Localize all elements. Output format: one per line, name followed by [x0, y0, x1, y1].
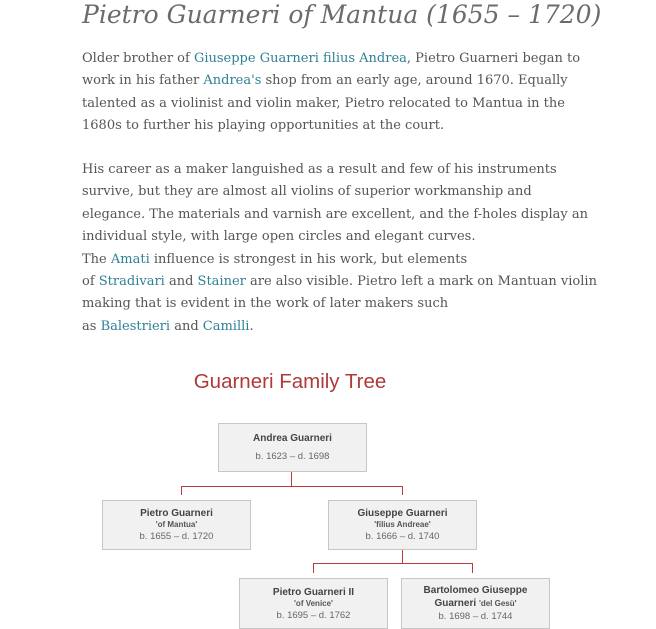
text-run: and: [170, 318, 203, 334]
text-run: The: [82, 251, 111, 267]
career-line-2: survive, but they are almost all violins of superior workmanship and: [82, 184, 532, 200]
node-name-line-1: Bartolomeo Giuseppe: [423, 585, 528, 596]
text-run: as: [82, 318, 101, 334]
intro-line-3: talented as a violinist and violin maker, Pietro relocated to Mantua in the: [82, 95, 565, 111]
text-run: , Pietro Guarneri began to: [406, 51, 581, 66]
career-line-3: elegance. The materials and varnish are excellent, and the f-holes display an: [82, 206, 589, 222]
career-line-4: individual style, with large open circles and elegant curves.: [82, 229, 476, 245]
link-camilli[interactable]: Camilli: [202, 318, 250, 334]
link-andrea[interactable]: Andrea's: [203, 73, 262, 89]
text-run: of: [82, 274, 99, 290]
node-dates: b. 1655 – d. 1720: [139, 531, 214, 542]
node-nickname: 'of Venice': [294, 598, 333, 608]
tree-node-andrea-guarneri: [218, 423, 367, 472]
page-title: Pietro Guarneri of Mantua (1655 – 1720): [82, 0, 602, 29]
node-nickname: 'of Mantua': [155, 520, 198, 529]
node-name-line-2: [402, 597, 549, 610]
link-balestrieri[interactable]: Balestrieri: [100, 318, 171, 334]
node-name: Andrea Guarneri: [253, 433, 332, 444]
node-dates: b. 1666 – d. 1740: [365, 531, 440, 542]
text-run: influence is strongest in his work, but elements: [149, 251, 468, 267]
node-dates: b. 1623 – d. 1698: [255, 451, 330, 462]
career-line-7: making that is evident in the work of later makers such: [82, 296, 449, 312]
text-run: Older brother of: [82, 51, 194, 66]
node-nickname: 'filius Andreae': [374, 520, 431, 529]
node-name: Giuseppe Guarneri: [357, 508, 448, 519]
intro-line-4: 1680s to further his playing opportunities at the court.: [82, 118, 445, 134]
node-surname: Guarneri: [434, 598, 477, 609]
link-stainer[interactable]: Stainer: [197, 274, 246, 290]
link-stradivari[interactable]: Stradivari: [98, 274, 165, 290]
text-run: work in his father: [82, 73, 204, 89]
node-nickname: 'del Gesù': [478, 599, 517, 608]
career-line-1: His career as a maker languished as a result and few of his instruments: [82, 162, 557, 177]
tree-node-giuseppe-guarneri: [328, 500, 477, 550]
tree-node-pietro-guarneri-ii: [239, 578, 388, 629]
text-run: .: [249, 318, 254, 334]
node-dates: b. 1698 – d. 1744: [438, 611, 513, 622]
text-run: and: [164, 274, 198, 290]
family-tree-title: Guarneri Family Tree: [193, 370, 387, 393]
link-giuseppe-guarneri-filius-andrea[interactable]: Giuseppe Guarneri filius Andrea: [193, 51, 407, 66]
link-amati[interactable]: Amati: [110, 251, 150, 267]
tree-node-pietro-guarneri: [102, 500, 251, 550]
text-run: are also visible. Pietro left a mark on Mantuan violin: [245, 274, 597, 290]
tree-node-bartolomeo-giuseppe-guarneri: [401, 578, 550, 629]
node-name: Pietro Guarneri: [140, 508, 213, 519]
node-name: Pietro Guarneri II: [272, 586, 355, 598]
text-run: shop from an early age, around 1670. Equally: [261, 73, 568, 89]
node-dates: b. 1695 – d. 1762: [276, 609, 351, 621]
